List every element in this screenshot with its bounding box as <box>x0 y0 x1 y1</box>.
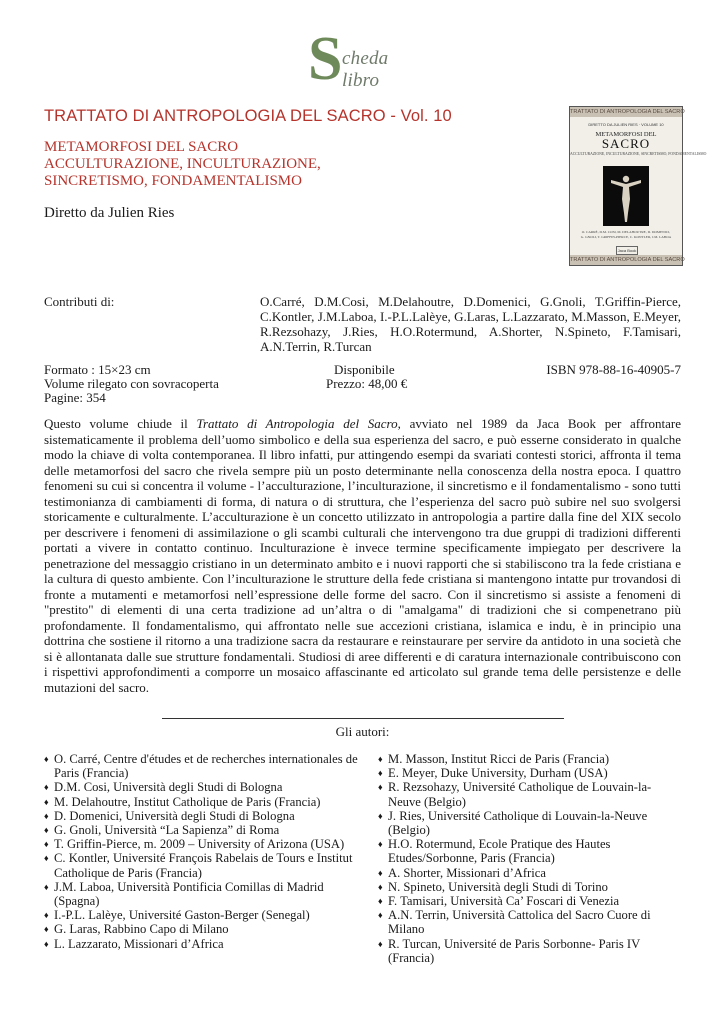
authors-list-right <box>378 752 678 965</box>
book-title-line: METAMORFOSI DEL SACRO <box>44 139 239 155</box>
bullet-icon: ♦ <box>44 782 49 793</box>
author-text: A. Shorter, Missionari d’Africa <box>388 865 546 880</box>
bullet-icon: ♦ <box>44 754 49 764</box>
author-text: I.-P.L. Lalèye, Université Gaston-Berger (Senegal) <box>54 908 310 923</box>
contributors-list: O.Carré, D.M.Cosi, M.Delahoutre, D.Domenici, G.Gnoli, T.Griffin-Pierce, C.Kontler, J.M.Laboa, I.-P.L.Lalèye, G.Laras, L.Lazzarato, M.Masson, E.Meyer, R.Rezsohazy, J.Ries, H.O.Rotermund, A.Shorter, N.Spineto, F.Tamisari, A.N.Terrin, R.Turcan <box>260 294 681 354</box>
bullet-icon: ♦ <box>44 853 49 864</box>
author-text: G. Laras, Rabbino Capo di Milano <box>54 922 229 937</box>
author-text: D.M. Cosi, Università degli Studi di Bologna <box>54 780 283 795</box>
cover-sacro: SACRO <box>601 136 651 151</box>
book-title-line: ACCULTURAZIONE, INCULTURAZIONE, <box>44 156 321 172</box>
bullet-icon: ♦ <box>44 938 49 949</box>
author-text: M. Delahoutre, Institut Catholique de Paris (Francia) <box>54 794 321 809</box>
author-item <box>378 866 678 880</box>
author-text: L. Lazzarato, Missionari d’Africa <box>54 936 224 951</box>
author-item <box>44 880 362 908</box>
director: Diretto da Julien Ries <box>44 205 175 221</box>
author-item <box>378 780 678 808</box>
description-text-rest: , avviato nel 1989 da Jaca Book per affrontare sistematicamente il problema dell’uomo simbolico e della sua esperienza del sacro, e può esserne considerato in qualche modo la chiave di volta contemporanea. Il libro infatti, pur attingendo esempi da svariati contesti storici, affronta il tema delle metamorfosi del sacro che rivela sempre più un posto determinante nella conoscenza della nostra epoca. I quattro fenomeni su cui si concentra il volume - l’acculturazione, l’inculturazione, il sincretismo e il fondamentalismo - sono tutti testimonianza di cambiamenti di forma, di natura o di struttura, che l’esperienza del sacro può subire nel suo svolgersi storicamente e culturalmente. L’acculturazione è un concetto utilizzato in antropologia a partire dalla fine del XIX secolo per descrivere i fenomeni di assimilazione o gli scambi culturali che intervengono tra due gruppi di tradizioni differenti portati a vivere in contatto continuo. Inculturazione è invece termine specificamente impiegato per descrivere la penetrazione del messaggio cristiano in un determinato ambito e i nuovi rapporti che si stabiliscono tra la fede cristiana e la cultura di questo ambiente. Con l’inculturazione le strutture della fede cristiana si mantengono intatte pur trovandosi di fronte a mutamenti e metamorfosi nell’espressione delle forme del sacro. Con il sincretismo si assiste a fenomeni di "prestito" di elementi di una certa tradizione ad un’altra o di "amalgama" di tradizioni che si compenetrano più profondamente. Il fondamentalismo, qui affrontato nelle sue accezioni cristiana, islamica e indu, è in principio una dottrina che sostiene il ritorno a una tradizione sacra da restaurare e reinstaurare per servire da antidoto in una società che si è allontanata dalle sue strutture fondamentali. Studiosi di aree differenti e di caratura internazionale contribuiscono con i rispettivi approfondimenti a comporre un mosaico affascinante ed articolato sul grande tema delle persistenze e delle mutazioni del sacro. <box>44 416 682 695</box>
author-text: J. Ries, Université Catholique di Louvain-la-Neuve (Belgio) <box>388 808 648 838</box>
bullet-icon: ♦ <box>44 924 49 935</box>
author-item <box>44 780 362 794</box>
author-text: C. Kontler, Université François Rabelais de Tours e Institut Catholique de Paris (Francia) <box>54 851 353 880</box>
description-paragraph <box>44 416 681 695</box>
bullet-icon: ♦ <box>44 825 49 836</box>
author-text: O. Carré, Centre d'études et de recherches internationales de Paris (Francia) <box>54 752 358 781</box>
cover-subtitle: ACCULTURAZIONE, INCULTURAZIONE, SINCRETISMO, FONDAMENTALISMO <box>570 152 707 156</box>
authors-list-left <box>44 752 362 951</box>
author-item <box>44 837 362 851</box>
author-text: R. Rezsohazy, Université Catholique de Louvain-la-Neuve (Belgio) <box>388 780 652 809</box>
bullet-icon: ♦ <box>378 896 383 907</box>
author-text: M. Masson, Institut Ricci de Paris (Francia) <box>388 752 610 766</box>
bullet-icon: ♦ <box>378 754 383 764</box>
author-text: T. Griffin-Pierce, m. 2009 – University of Arizona (USA) <box>54 837 345 852</box>
author-text: J.M. Laboa, Università Pontificia Comillas di Madrid (Spagna) <box>54 879 324 909</box>
cover-authors-line: O. CARRÉ, D.M. COSI, M. DELAHOUTRE, D. DOMENICI, <box>581 230 671 234</box>
author-item <box>44 922 362 936</box>
bullet-icon: ♦ <box>378 867 383 878</box>
author-text: F. Tamisari, Università Ca’ Foscari di Venezia <box>388 894 620 909</box>
cover-bottom-band: TRATTATO DI ANTROPOLOGIA DEL SACRO <box>570 257 685 263</box>
bullet-icon: ♦ <box>378 910 383 921</box>
author-item <box>378 880 678 894</box>
scheda-libro-logo <box>308 25 428 93</box>
author-item <box>378 766 678 780</box>
cover-small-line: DIRETTO DA JULIEN RIES · VOLUME 10 <box>588 122 664 127</box>
price: Prezzo: 48,00 € <box>326 376 408 391</box>
author-text: R. Turcan, Université de Paris Sorbonne- Paris IV (Francia) <box>388 936 640 965</box>
bullet-icon: ♦ <box>378 782 383 793</box>
author-item <box>378 752 678 766</box>
isbn: ISBN 978-88-16-40905-7 <box>546 362 681 377</box>
section-divider <box>162 718 564 719</box>
author-item <box>378 809 678 837</box>
cover-crucifix-image <box>603 166 649 226</box>
author-text: G. Gnoli, Università “La Sapienza” di Roma <box>54 823 280 838</box>
author-item <box>44 809 362 823</box>
bullet-icon: ♦ <box>44 881 49 892</box>
bullet-icon: ♦ <box>378 810 383 821</box>
binding-info: Volume rilegato con sovracoperta <box>44 376 219 391</box>
author-item <box>44 851 362 879</box>
authors-heading: Gli autori: <box>335 724 390 739</box>
cover-authors-line: G. GNOLI, T. GRIFFIN-PIERCE, C. KONTLER, J.M. LABOA <box>580 235 672 239</box>
cover-publisher: Jaca Book <box>617 248 637 253</box>
logo-text: cheda libro <box>342 48 389 91</box>
bullet-icon: ♦ <box>378 938 383 949</box>
bullet-icon: ♦ <box>378 881 383 892</box>
book-title-line: SINCRETISMO, FONDAMENTALISMO <box>44 173 302 189</box>
treatise-title: Trattato di Antropologia del Sacro <box>196 416 398 431</box>
author-item <box>44 795 362 809</box>
author-text: E. Meyer, Duke University, Durham (USA) <box>388 766 608 781</box>
description-text-start: Questo volume chiude il <box>44 416 197 431</box>
book-title <box>44 139 321 190</box>
crucifix-icon <box>603 166 649 226</box>
author-item <box>44 908 362 922</box>
bullet-icon: ♦ <box>44 839 49 850</box>
bullet-icon: ♦ <box>378 839 383 850</box>
bullet-icon: ♦ <box>378 768 383 779</box>
bullet-icon: ♦ <box>44 910 49 921</box>
bullet-icon: ♦ <box>44 810 49 821</box>
book-cover-image <box>569 106 707 266</box>
author-item <box>378 894 678 908</box>
contributors-label: Contributi di: <box>44 294 115 309</box>
format-info: Formato : 15×23 cm <box>44 362 151 377</box>
cover-authors <box>570 230 682 240</box>
author-text: A.N. Terrin, Università Cattolica del Sacro Cuore di Milano <box>388 908 651 937</box>
cover-top-band: TRATTATO DI ANTROPOLOGIA DEL SACRO <box>570 109 685 115</box>
author-text: D. Domenici, Università degli Studi di Bologna <box>54 808 295 823</box>
author-item <box>44 752 362 780</box>
series-title: TRATTATO DI ANTROPOLOGIA DEL SACRO - Vol. 10 <box>44 107 452 125</box>
cover-metamorfosi: METAMORFOSI DEL <box>595 131 657 138</box>
pages-info: Pagine: 354 <box>44 390 106 405</box>
author-item <box>378 837 678 865</box>
author-item <box>44 823 362 837</box>
author-item <box>378 937 678 965</box>
logo-initial: S <box>308 25 343 93</box>
bullet-icon: ♦ <box>44 796 49 807</box>
author-item <box>378 908 678 936</box>
author-item <box>44 937 362 951</box>
availability-status: Disponibile <box>334 362 395 377</box>
author-text: N. Spineto, Università degli Studi di Torino <box>388 879 608 894</box>
author-text: H.O. Rotermund, Ecole Pratique des Hautes Etudes/Sorbonne, Paris (Francia) <box>388 837 611 866</box>
